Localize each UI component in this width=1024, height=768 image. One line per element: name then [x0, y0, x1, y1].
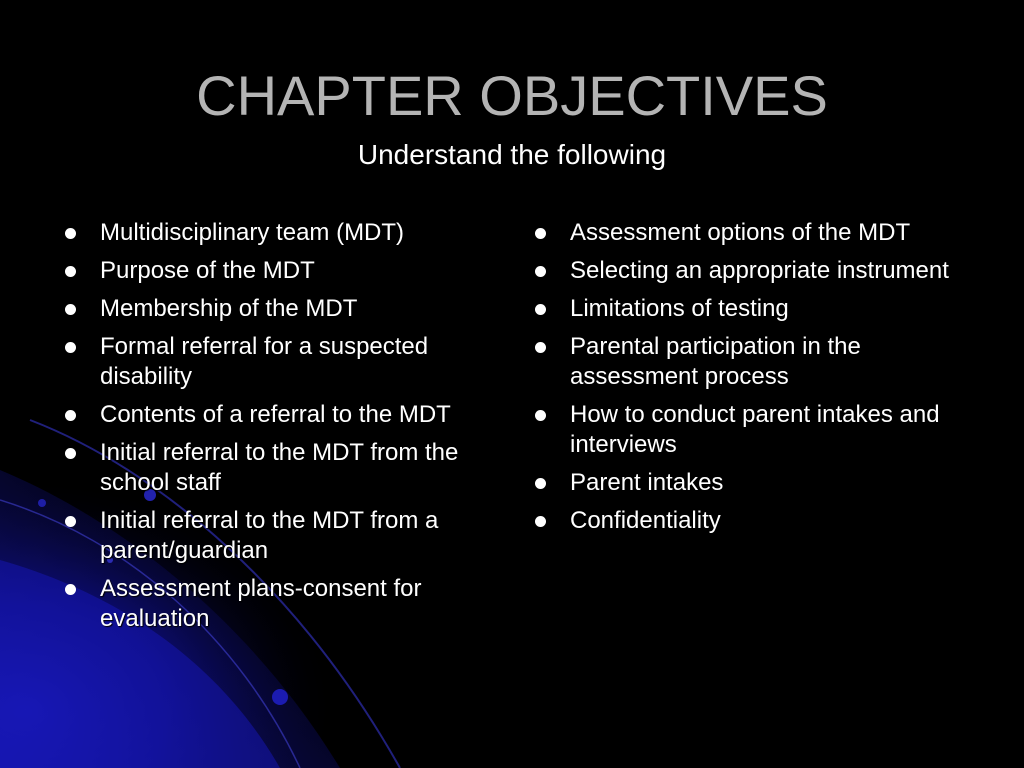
objectives-list-left: [62, 218, 502, 642]
list-item: [532, 468, 972, 498]
bullet-icon: [65, 584, 76, 595]
list-item: [62, 294, 502, 324]
list-item: [532, 294, 972, 324]
list-item: [62, 218, 502, 248]
list-item-text: Assessment options of the MDT: [570, 219, 911, 246]
list-item-text: Formal referral for a suspected disability: [100, 333, 429, 390]
list-item-text: Parental participation in the assessment process: [570, 333, 861, 390]
bullet-icon: [65, 516, 76, 527]
list-item-text: Selecting an appropriate instrument: [570, 257, 949, 284]
list-item-text: Parent intakes: [570, 469, 724, 496]
bullet-icon: [535, 266, 546, 277]
objectives-list-right: [532, 218, 972, 544]
list-item: [62, 574, 502, 634]
list-item-text: How to conduct parent intakes and interviews: [570, 401, 940, 458]
bullet-icon: [65, 266, 76, 277]
list-item-text: Initial referral to the MDT from the school staff: [100, 439, 459, 496]
list-item: [62, 400, 502, 430]
bullet-icon: [65, 228, 76, 239]
list-item-text: Membership of the MDT: [100, 295, 358, 322]
list-item: [532, 218, 972, 248]
list-item-text: Contents of a referral to the MDT: [100, 401, 451, 428]
list-item: [532, 256, 972, 286]
bullet-icon: [65, 342, 76, 353]
list-item: [62, 332, 502, 392]
list-item-text: Assessment plans-consent for evaluation: [100, 575, 422, 632]
list-item: [532, 506, 972, 536]
slide-title: CHAPTER OBJECTIVES: [196, 64, 828, 127]
bullet-icon: [65, 410, 76, 421]
list-item: [532, 332, 972, 392]
bullet-icon: [535, 478, 546, 489]
bullet-icon: [65, 304, 76, 315]
list-item: [62, 256, 502, 286]
list-item: [532, 400, 972, 460]
bullet-icon: [65, 448, 76, 459]
list-item-text: Purpose of the MDT: [100, 257, 315, 284]
bullet-icon: [535, 228, 546, 239]
bullet-icon: [535, 304, 546, 315]
list-item-text: Multidisciplinary team (MDT): [100, 219, 405, 246]
slide-subtitle: Understand the following: [357, 139, 667, 170]
bullet-icon: [535, 342, 546, 353]
list-item-text: Confidentiality: [570, 507, 721, 534]
list-item-text: Initial referral to the MDT from a parent/guardian: [100, 507, 439, 564]
bullet-icon: [535, 516, 546, 527]
list-item: [62, 506, 502, 566]
list-item-text: Limitations of testing: [570, 295, 789, 322]
bullet-icon: [535, 410, 546, 421]
list-item: [62, 438, 502, 498]
